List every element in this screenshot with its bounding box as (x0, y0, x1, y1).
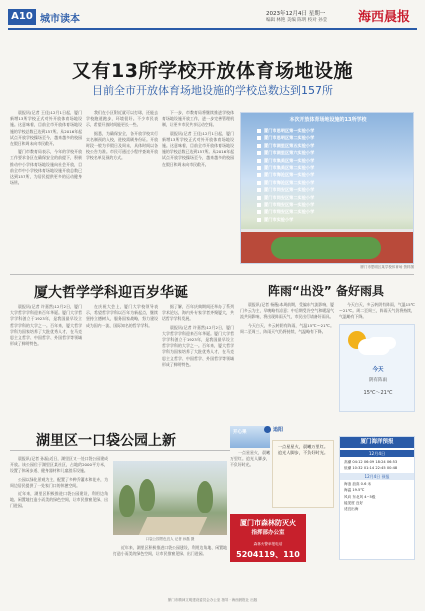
park-photo (113, 461, 227, 535)
lead-paragraph: 下一步，市教育局将继续推进学校体育场地设施开放工作，进一步完善管理机制，让更多市民共享运动空间。 (162, 110, 234, 128)
story4-column-1 (10, 456, 108, 590)
forecast-row: 海温 19.5℃ (344, 488, 365, 493)
small-news-tag: 开心果 (233, 430, 247, 435)
story-paragraph: 晨报讯(记者 许嘉然)12月2日，厦门大学哲学学科迎来百年华诞。厦门大学哲学学科创立于1923年，是我国最早设立哲学学科的大学之一。百年来，厦大哲学学科为国家培养了大批优秀人才，在马克思主义哲学、中国哲学、外国哲学等领域形成了鲜明特色。 (10, 304, 82, 347)
list-item: 厦门市海沧区第二实验小学 (257, 179, 314, 186)
small-news-title: 追阳 (264, 426, 290, 438)
story-headline-weather: 阵雨“出没” 备好雨具 (268, 284, 384, 298)
list-item: 厦门市思明区第一实验小学 (257, 127, 314, 134)
page-footer: 厦门市精神文明建设委员会办公室 指导 · 海西晨报社 出版 (167, 598, 258, 602)
list-item: 厦门市集美区第二实验小学 (257, 164, 314, 171)
school-list-title: 本次开放体育场地设施的13所学校 (289, 117, 367, 123)
story2-column-3 (162, 304, 234, 446)
story-paragraph: 晨报讯(记者 许嘉然)12月2日，厦门大学哲学学科迎来百年华诞。厦门大学哲学学科创立于1923年，是我国最早设立哲学学科的大学之一。百年来，厦大哲学学科为国家培养了大批优秀人才，在马克思主义哲学、中国哲学、外国哲学等领域形成了鲜明特色。 (162, 324, 234, 367)
weather-box (339, 324, 415, 412)
story3-column-2 (339, 302, 415, 322)
editor-credits: 编辑 林艳 美编 陈明 校对 孙莹 (266, 18, 328, 23)
small-news-text (230, 450, 270, 510)
poem-text: 一点星星火，晨曦万里红。追光人脚步，不负好时光。 (277, 444, 329, 456)
story-headline-philosophy: 厦大哲学学科迎百岁华诞 (34, 285, 188, 301)
list-item: 厦门市翔安区第一实验小学 (257, 201, 314, 208)
list-item: 厦门市集美区第一实验小学 (257, 157, 314, 164)
lead-headline: 又有13所学校开放体育场地设施 (72, 60, 353, 82)
lead-column-3 (162, 110, 234, 266)
list-item: 厦门市海沧区第一实验小学 (257, 171, 314, 178)
lead-paragraph: 晨报讯(记者 王佳)12月1日起，厦门新增13所学校正式对外开放体育场地设施。这意味着，目前全市开放体育场地设施的学校总数已达到157所。从2016年起试点开放学校操场至今，越来越多的校园在假日和周末向市民敞开。 (10, 110, 82, 147)
hotline-label: 森林火警举报电话 (253, 542, 283, 546)
weather-label: 今天 (372, 367, 384, 373)
tide-date: 12月4日 (340, 450, 414, 457)
story2-column-1 (10, 304, 82, 446)
story-paragraph: 据了解，百年庆典期间还举办了系列学术论坛，海内外专家学者齐聚厦大，共话哲学学科发展。 (162, 304, 234, 322)
tide-forecast-box (339, 436, 415, 560)
lead-paragraph: 我们在小区附近就可以打球，还能去学校跑道跑步，环境很好。不少市民表示，希望开放时间能更长一些。 (86, 110, 158, 128)
issue-date: 2023年12月4日 星期一 (266, 11, 326, 17)
tree-image (139, 479, 155, 511)
list-item: 厦门市思明区第二实验小学 (257, 134, 314, 141)
story-paragraph: 近年来，湖里区积极推进口袋公园建设，利用边角地、闲置地打造小而美的绿色空间，让市民推窗见绿、出门进园。 (113, 545, 227, 557)
fire-hotline-box (230, 514, 306, 562)
lead-paragraph: 晨报讯(记者 王佳)12月1日起，厦门新增13所学校正式对外开放体育场地设施。这意味着，目前全市开放体育场地设施的学校总数已达到157所。从2016年起试点开放学校操场至今，越来越多的校园在假日和周末向市民敞开。 (162, 130, 234, 167)
tree-image (119, 485, 135, 517)
weather-condition: 阴有阵雨 (369, 378, 387, 383)
masthead-logo: 海西晨报 (358, 10, 411, 25)
lead-column-1 (10, 110, 82, 266)
story-paragraph: 晨报讯(记者 杨薇)本周前期，受偏东气流影响，厦门多云为主，早晚略有凉意；中后期受冷空气和暖湿气流共同影响，将出现阵雨天气，市民出行请备好雨具。 (240, 302, 334, 320)
story2-column-2 (86, 304, 158, 446)
tide-row: 高潮 04:12 06:09 18:24 06:53 (344, 460, 398, 464)
stamp-icon (264, 426, 271, 433)
list-item: 厦门市实验小学 (257, 216, 314, 223)
story-paragraph: 公园以绿化景观为主，配置了多种乔灌木和花卉，为周边居民提供了一处家门口的休憩空间。 (10, 476, 108, 488)
fire-box-subtitle: 指挥部办公室 (251, 530, 285, 536)
poem-box (272, 440, 334, 508)
lead-paragraph: 厦门市教育局表示，今年的学校开放工作要求各区在确保安全的前提下，积极推动中小学体育场地设施向社会开放，目前全市中小学校体育场地设施开放总数已达到157所，为居民提供更多的运动健身场所。 (10, 149, 82, 186)
list-item: 厦门市翔安区第二实验小学 (257, 208, 314, 215)
list-item: 厦门市湖里区第五实验小学 (257, 142, 314, 149)
forecast-row: 适宜出海 (344, 507, 359, 512)
forecast-date: 12月4日 预报 (340, 473, 414, 480)
story4-column-2 (113, 545, 227, 590)
hotline-number: 5204119、110 (236, 550, 300, 559)
cloud-icon (358, 339, 390, 355)
story-paragraph: 今天白天，多云转阴有阵雨，气温15℃～21℃。周二至周三，阵雨天气仍将持续，气温略有下降。 (240, 322, 334, 334)
list-item: 厦门市同安区第二实验小学 (257, 194, 314, 201)
page-header (8, 6, 417, 30)
story-paragraph: 近年来，湖里区积极推进口袋公园建设，利用边角地、闲置地打造小而美的绿色空间，让市民推窗见绿、出门进园。 (10, 491, 108, 509)
story-headline-park: 湖里区一口袋公园上新 (36, 433, 176, 449)
lead-column-2 (86, 110, 158, 266)
tide-row: 低潮 10:32 01:14 22:45 00:48 (344, 466, 398, 471)
story3-column-1 (240, 302, 334, 420)
fire-box-title: 厦门市森林防灭火 (240, 519, 296, 527)
school-list (257, 127, 314, 223)
tree-image (197, 481, 213, 513)
photo-caption: 口袋公园景色宜人 记者 孙磊 摄 (145, 537, 195, 541)
story-paragraph: 在庆祝大会上，厦门大学校领导表示，希望哲学学科以百年为新起点，继续坚持立德树人，服务国家战略，努力建设成为国内一流、国际知名的哲学学科。 (86, 304, 158, 328)
list-item: 厦门市湖里区第六实验小学 (257, 149, 314, 156)
forecast-row: 海浪 浪高 0.6 米 (344, 481, 372, 486)
lead-paragraph: 据悉，为确保安全，各开放学校实行实名制预约入校，进校需刷身份证。开放时段一般为节假日及周末，具体时间以各校公告为准。市民可通过小程序查询开放学校名单及预约方式。 (86, 130, 158, 161)
tide-title: 厦门海洋预报 (340, 437, 414, 448)
lead-subhead: 目前全市开放体育场地设施的学校总数达到157所 (92, 84, 333, 97)
story-paragraph: 今天白天，多云转阴有阵雨，气温15℃～21℃。周二至周三，阵雨天气仍将持续，气温略有下降。 (339, 302, 415, 320)
photo-caption: 厦门市思明区某学校体育场 资料图 (360, 265, 414, 269)
forecast-row: 风向 东北风 4~5级 (344, 494, 376, 499)
story-paragraph: 晨报讯(记者 孙磊)近日，湖里区又一处口袋公园建成开放。该公园位于湖里区某社区，占地约2000平方米，设置了休闲步道、健身器材和儿童游乐设施。 (10, 456, 108, 474)
divider (10, 274, 414, 275)
forecast-row: 能见度 良好 (344, 501, 364, 506)
weather-temperature: 15℃～21℃ (363, 390, 393, 396)
small-news-paragraph: 一点星星火，晨曦万里红。追光人脚步，不负好时光。 (230, 450, 270, 468)
page-number: A10 (8, 9, 36, 25)
park-path-image (139, 517, 207, 535)
school-list-box (240, 112, 414, 264)
list-item: 厦门市同安区第一实验小学 (257, 186, 314, 193)
sports-field-image (271, 237, 381, 259)
divider (10, 450, 230, 451)
section-title: 城市读本 (40, 14, 80, 25)
